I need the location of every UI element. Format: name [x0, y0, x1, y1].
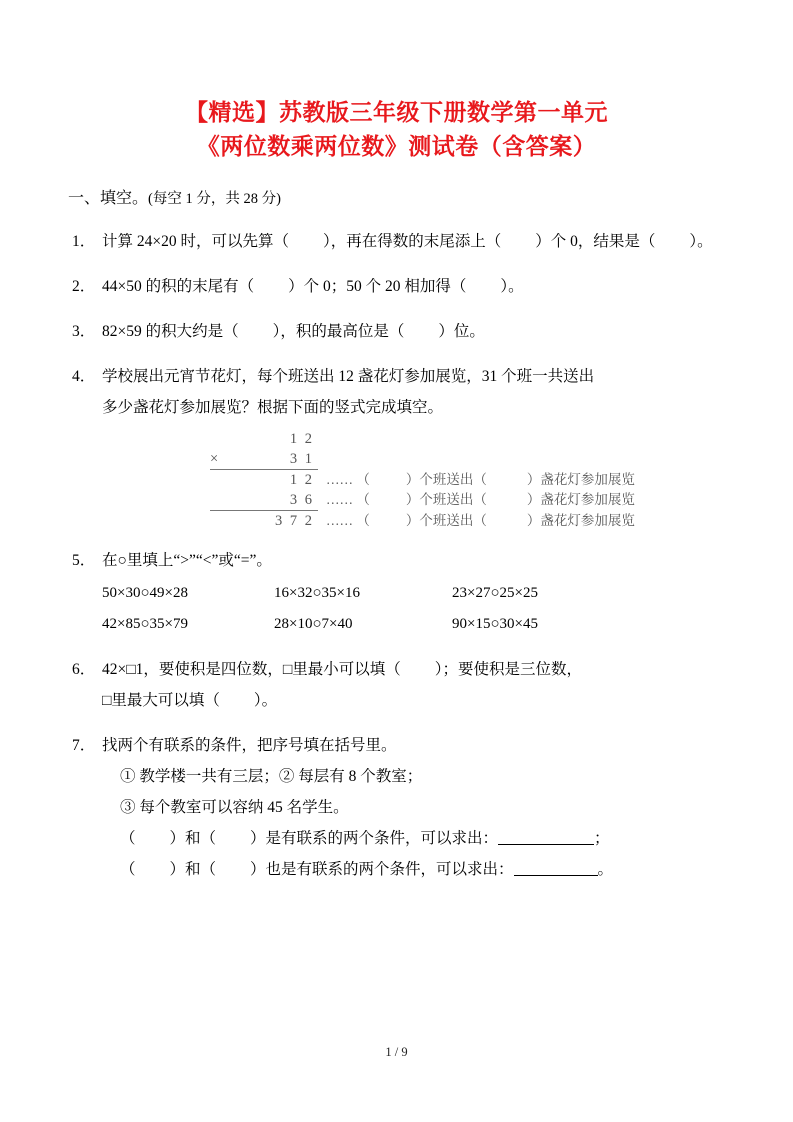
comparison-item[interactable]: 90×15○30×45 — [452, 616, 538, 632]
note-1-part-a: …… （ — [326, 471, 370, 487]
question-1 — [68, 226, 725, 257]
vertical-calc-note-empty-1 — [318, 429, 635, 449]
question-2-part-1: 44×50 的积的末尾有（ — [102, 278, 255, 295]
question-1-part-4: ）。 — [689, 233, 713, 250]
vertical-calc-sign-empty-3 — [210, 470, 228, 491]
section-heading — [68, 186, 725, 212]
vertical-calc-partial-1: 1 2 — [228, 470, 318, 491]
comparison-item[interactable]: 28×10○7×40 — [274, 616, 353, 632]
vertical-calc-multiplier: 3 1 — [289, 451, 314, 467]
question-6-line-1-text-a: 42×□1，要使积是四位数，□里最小可以填（ — [102, 661, 401, 678]
q7-l5-a: （ — [120, 861, 136, 878]
vertical-calc-partial-2: 3 6 — [289, 492, 314, 508]
question-1-number: 1． — [72, 233, 96, 250]
multiply-sign-icon: × — [210, 451, 221, 467]
q7-l5-c: ）也是有联系的两个条件，可以求出： — [250, 861, 514, 878]
vertical-calc-sign-empty-5 — [210, 511, 228, 532]
question-4-line-1: 学校展出元宵节花灯，每个班送出 12 盏花灯参加展览，31 个班一共送出 — [102, 368, 595, 385]
question-7 — [68, 730, 725, 885]
note-1-part-b: ）个班送出（ — [405, 471, 487, 487]
question-5 — [68, 545, 725, 576]
comparison-item[interactable]: 16×32○35×16 — [274, 585, 360, 601]
question-3 — [68, 316, 725, 347]
note-3-part-c: ）盏花灯参加展览 — [526, 512, 635, 528]
vertical-calc-note-1 — [318, 470, 635, 491]
vertical-calc-table — [210, 429, 635, 531]
question-2-part-3: ）。 — [500, 278, 524, 295]
vertical-calc-sign-empty — [210, 429, 228, 449]
question-2 — [68, 271, 725, 302]
question-6 — [68, 654, 725, 716]
answer-blank-line[interactable] — [514, 859, 598, 876]
note-2-part-b: ）个班送出（ — [405, 492, 487, 508]
question-7-condition-line-2: ③ 每个教室可以容纳 45 名学生。 — [120, 799, 349, 816]
comparison-rows — [68, 578, 725, 640]
note-1-part-c: ）盏花灯参加展览 — [526, 471, 635, 487]
question-7-number: 7． — [72, 737, 96, 754]
note-3-part-a: …… （ — [326, 512, 370, 528]
question-3-part-1: 82×59 的积大约是（ — [102, 323, 239, 340]
question-7-answer-line-1 — [102, 823, 725, 854]
question-6-line-1 — [102, 654, 725, 685]
note-3-part-b: ）个班送出（ — [405, 512, 487, 528]
question-6-line-2 — [102, 685, 725, 716]
question-6-line-2-text-a: □里最大可以填（ — [102, 692, 220, 709]
comparison-item[interactable]: 42×85○35×79 — [102, 616, 188, 632]
comparison-item[interactable]: 50×30○49×28 — [102, 585, 188, 601]
vertical-calc-note-empty-2 — [318, 449, 635, 470]
question-3-number: 3． — [72, 323, 96, 340]
question-5-text: 在○里填上“>”“<”或“=”。 — [102, 552, 272, 569]
question-5-number: 5． — [72, 552, 96, 569]
question-6-line-2-text-b: ）。 — [253, 692, 278, 709]
q7-l4-c: ）是有联系的两个条件，可以求出： — [250, 830, 499, 847]
comparison-row-2 — [102, 609, 725, 640]
vertical-calc-row-4 — [210, 490, 635, 511]
vertical-calc-multiplicand: 1 2 — [289, 431, 314, 447]
vertical-multiplication-figure — [102, 429, 725, 531]
q7-l5-b: ）和（ — [169, 861, 217, 878]
answer-blank-line[interactable] — [498, 828, 594, 845]
title-line-1: 【精选】苏教版三年级下册数学第一单元 — [185, 100, 608, 125]
section-heading-note: (每空 1 分，共 28 分) — [148, 191, 281, 207]
page-number: 1 / 9 — [385, 1045, 408, 1059]
q7-l4-b: ）和（ — [169, 830, 217, 847]
question-3-part-3: ）位。 — [438, 323, 485, 340]
question-6-line-1-text-b: ）；要使积是三位数， — [434, 661, 582, 678]
vertical-calc-row-3 — [210, 470, 635, 491]
comparison-item[interactable]: 23×27○25×25 — [452, 585, 538, 601]
vertical-calc-sign-empty-4 — [210, 490, 228, 511]
question-1-part-2: ），再在得数的末尾添上（ — [323, 233, 502, 250]
vertical-calc-row-2 — [210, 449, 635, 470]
question-4-line-2: 多少盏花灯参加展览？根据下面的竖式完成填空。 — [102, 399, 444, 416]
vertical-calc-note-2 — [318, 490, 635, 511]
comparison-row-1 — [102, 578, 725, 609]
question-7-line-1: 找两个有联系的条件，把序号填在括号里。 — [102, 737, 397, 754]
question-1-part-3: ）个 0，结果是（ — [535, 233, 656, 250]
question-7-answer-line-2 — [102, 854, 725, 885]
question-2-number: 2． — [72, 278, 96, 295]
question-1-part-1: 计算 24×20 时，可以先算（ — [102, 233, 289, 250]
section-heading-label: 一、填空。 — [68, 190, 149, 207]
question-4-number: 4． — [72, 368, 96, 385]
q7-l4-d: ； — [594, 830, 610, 847]
vertical-calc-product: 3 7 2 — [228, 511, 318, 532]
title-line-2: 《两位数乘两位数》测试卷（含答案） — [196, 134, 597, 159]
q7-l5-d: 。 — [597, 861, 614, 878]
q7-l4-a: （ — [120, 830, 136, 847]
note-2-part-c: ）盏花灯参加展览 — [526, 492, 635, 508]
question-3-part-2: ），积的最高位是（ — [272, 323, 405, 340]
vertical-calc-note-3 — [318, 511, 635, 532]
question-6-number: 6． — [72, 661, 96, 678]
question-2-part-2: ）个 0；50 个 20 相加得（ — [288, 278, 467, 295]
vertical-calc-row-1 — [210, 429, 635, 449]
vertical-calc-row-5 — [210, 511, 635, 532]
note-2-part-a: …… （ — [326, 492, 370, 508]
page-title — [68, 96, 725, 164]
question-list — [68, 226, 725, 885]
question-7-condition-line-1: ① 教学楼一共有三层；② 每层有 8 个教室； — [120, 768, 423, 785]
question-4 — [68, 361, 725, 531]
